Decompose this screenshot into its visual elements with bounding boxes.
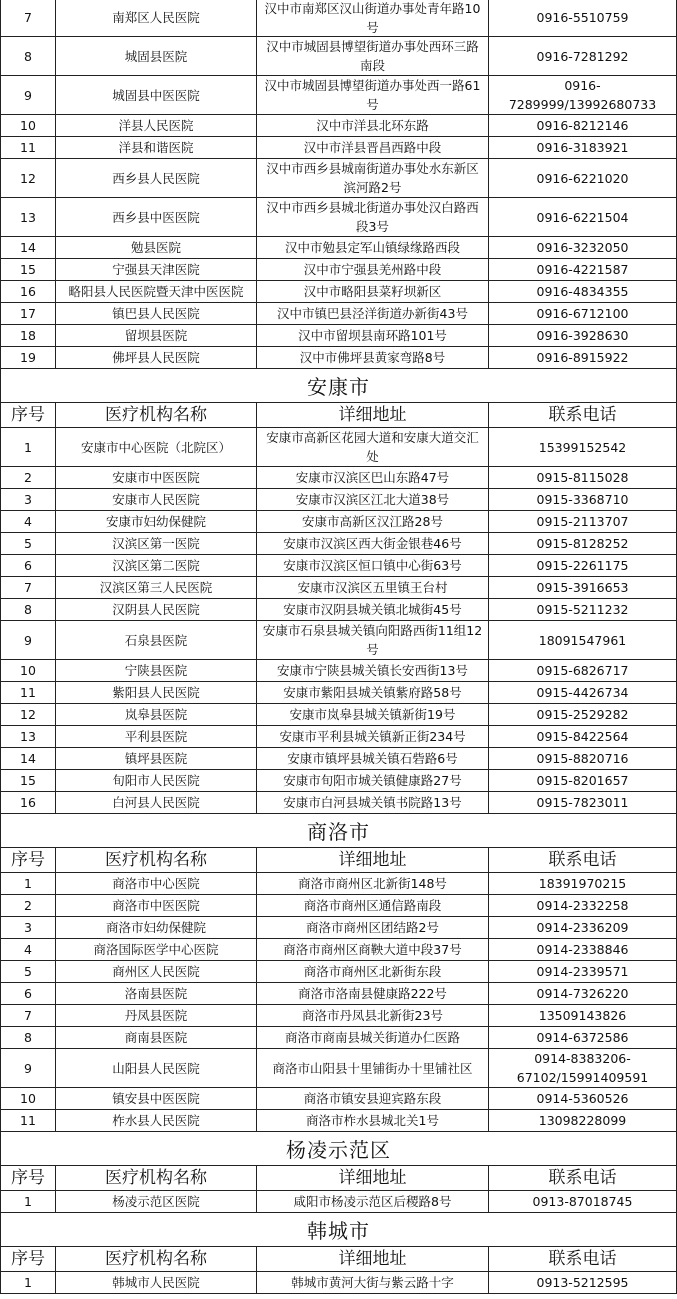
hospital-address: 安康市岚皋县城关镇新街19号 xyxy=(257,704,489,725)
hospital-phone: 0916-8212146 xyxy=(536,118,629,133)
table-row xyxy=(0,1110,677,1132)
row-number: 11 xyxy=(1,682,56,703)
row-number: 18 xyxy=(1,325,56,346)
column-header-row-number: 序号 xyxy=(1,1247,56,1271)
section-title: 安康市 xyxy=(307,375,370,399)
hospital-phone: 0916-7281292 xyxy=(536,48,629,64)
hospital-address: 商洛市商南县城关街道办仁医路 xyxy=(257,1027,489,1048)
column-header-hospital-phone: 联系电话 xyxy=(548,1248,617,1269)
hospital-address: 咸阳市杨凌示范区后稷路8号 xyxy=(257,1191,489,1212)
hospital-address: 安康市紫阳县城关镇紫府路58号 xyxy=(257,682,489,703)
column-header-hospital-address: 详细地址 xyxy=(257,848,489,872)
hospital-name: 安康市中医医院 xyxy=(56,467,257,488)
hospital-address: 汉中市西乡县城北街道办事处汉白路西段3号 xyxy=(257,198,489,236)
hospital-address: 安康市汉滨区江北大道38号 xyxy=(257,489,489,510)
column-header-hospital-phone: 联系电话 xyxy=(548,1167,617,1188)
hospital-phone: 0915-8422564 xyxy=(536,729,629,744)
table-header-row xyxy=(0,848,677,873)
row-number: 1 xyxy=(1,428,56,466)
row-number: 3 xyxy=(1,917,56,938)
hospital-address: 商洛市商州区商鞅大道中段37号 xyxy=(257,939,489,960)
table-row xyxy=(0,577,677,599)
row-number: 15 xyxy=(1,259,56,280)
hospital-address: 商洛市山阳县十里铺街办十里铺社区 xyxy=(257,1049,489,1087)
hospital-phone: 0914-2338846 xyxy=(536,942,629,957)
hospital-address: 安康市汉滨区五里镇王台村 xyxy=(257,577,489,598)
hospital-name: 安康市妇幼保健院 xyxy=(56,511,257,532)
column-header-row-number: 序号 xyxy=(1,1166,56,1190)
column-header-hospital-name: 医疗机构名称 xyxy=(56,848,257,872)
row-number: 19 xyxy=(1,347,56,368)
section-title-row xyxy=(0,1132,677,1166)
row-number: 9 xyxy=(1,1049,56,1087)
table-row xyxy=(0,792,677,814)
table-row xyxy=(0,1027,677,1049)
hospital-address: 汉中市佛坪县黄家弯路8号 xyxy=(257,347,489,368)
table-header-row xyxy=(0,1166,677,1191)
hospital-address: 安康市汉阴县城关镇北城街45号 xyxy=(257,599,489,620)
table-row xyxy=(0,281,677,303)
hospital-address: 安康市汉滨区恒口镇中心街63号 xyxy=(257,555,489,576)
hospital-phone: 0915-7823011 xyxy=(536,795,629,810)
hospital-name: 紫阳县人民医院 xyxy=(56,682,257,703)
hospital-address: 安康市白河县城关镇书院路13号 xyxy=(257,792,489,813)
row-number: 13 xyxy=(1,726,56,747)
hospital-address: 汉中市洋县北环东路 xyxy=(257,115,489,136)
hospital-address: 安康市平利县城关镇新正街234号 xyxy=(257,726,489,747)
hospital-address: 汉中市南郑区汉山街道办事处青年路10号 xyxy=(257,0,489,36)
hospital-name: 韩城市人民医院 xyxy=(56,1272,257,1293)
table-row xyxy=(0,303,677,325)
column-header-hospital-address: 详细地址 xyxy=(257,1166,489,1190)
row-number: 6 xyxy=(1,983,56,1004)
hospital-name: 西乡县中医医院 xyxy=(56,198,257,236)
hospital-name: 留坝县医院 xyxy=(56,325,257,346)
row-number: 7 xyxy=(1,577,56,598)
hospital-phone: 13098228099 xyxy=(538,1113,627,1128)
hospital-name: 山阳县人民医院 xyxy=(56,1049,257,1087)
hospital-phone: 0916-4221587 xyxy=(536,262,629,277)
hospital-name: 城固县中医医院 xyxy=(56,76,257,114)
hospital-address: 安康市汉滨区西大街金银巷46号 xyxy=(257,533,489,554)
hospital-address: 韩城市黄河大街与紫云路十字 xyxy=(257,1272,489,1293)
hospital-phone: 0916-6221020 xyxy=(536,170,629,186)
row-number: 2 xyxy=(1,467,56,488)
hospital-address: 安康市汉滨区巴山东路47号 xyxy=(257,467,489,488)
table-row xyxy=(0,726,677,748)
hospital-address: 商洛市柞水县城北关1号 xyxy=(257,1110,489,1131)
row-number: 12 xyxy=(1,159,56,197)
row-number: 5 xyxy=(1,961,56,982)
hospital-address: 汉中市略阳县菜籽坝新区 xyxy=(257,281,489,302)
table-row xyxy=(0,259,677,281)
hospital-phone: 0915-2261175 xyxy=(536,558,629,573)
table-row xyxy=(0,237,677,259)
row-number: 10 xyxy=(1,1088,56,1109)
table-row xyxy=(0,428,677,467)
hospital-phone: 18391970215 xyxy=(538,876,627,891)
column-header-hospital-name: 医疗机构名称 xyxy=(56,1247,257,1271)
hospital-name: 商洛市中心医院 xyxy=(56,873,257,894)
section-title: 商洛市 xyxy=(307,820,370,844)
row-number: 3 xyxy=(1,489,56,510)
row-number: 14 xyxy=(1,748,56,769)
section-title-row xyxy=(0,369,677,403)
table-row xyxy=(0,325,677,347)
table-row xyxy=(0,895,677,917)
hospital-phone: 0914-6372586 xyxy=(536,1030,629,1045)
hospital-name: 汉阴县人民医院 xyxy=(56,599,257,620)
hospital-name: 宁强县天津医院 xyxy=(56,259,257,280)
row-number: 15 xyxy=(1,770,56,791)
hospital-phone: 0915-4426734 xyxy=(536,685,629,700)
hospital-name: 汉滨区第一医院 xyxy=(56,533,257,554)
row-number: 10 xyxy=(1,115,56,136)
table-row xyxy=(0,37,677,76)
hospital-name: 南郑区人民医院 xyxy=(56,0,257,36)
hospital-name: 勉县医院 xyxy=(56,237,257,258)
hospital-name: 佛坪县人民医院 xyxy=(56,347,257,368)
hospital-address: 安康市镇坪县城关镇石砦路6号 xyxy=(257,748,489,769)
hospital-address: 商洛市商州区通信路南段 xyxy=(257,895,489,916)
hospital-name: 岚皋县医院 xyxy=(56,704,257,725)
hospital-phone: 0915-8128252 xyxy=(536,536,629,551)
table-row xyxy=(0,748,677,770)
hospital-phone: 0915-3368710 xyxy=(536,492,629,507)
row-number: 4 xyxy=(1,939,56,960)
row-number: 9 xyxy=(1,621,56,659)
table-row xyxy=(0,939,677,961)
row-number: 7 xyxy=(1,0,56,36)
hospital-name: 平利县医院 xyxy=(56,726,257,747)
hospital-name: 柞水县人民医院 xyxy=(56,1110,257,1131)
column-header-hospital-address: 详细地址 xyxy=(257,1247,489,1271)
hospital-phone: 0916-7289999/13992680733 xyxy=(508,78,657,112)
hospital-name: 西乡县人民医院 xyxy=(56,159,257,197)
hospital-name: 安康市中心医院（北院区） xyxy=(56,428,257,466)
hospital-address: 安康市旬阳市城关镇健康路27号 xyxy=(257,770,489,791)
hospital-address: 汉中市城固县博望街道办事处西环三路南段 xyxy=(257,37,489,75)
table-row xyxy=(0,660,677,682)
row-number: 13 xyxy=(1,198,56,236)
column-header-hospital-name: 医疗机构名称 xyxy=(56,403,257,427)
row-number: 9 xyxy=(1,76,56,114)
row-number: 7 xyxy=(1,1005,56,1026)
hospital-phone: 0913-87018745 xyxy=(532,1194,633,1209)
column-header-hospital-address: 详细地址 xyxy=(257,403,489,427)
hospital-name: 洋县人民医院 xyxy=(56,115,257,136)
hospital-phone: 0915-5211232 xyxy=(536,602,629,617)
table-row xyxy=(0,1191,677,1213)
row-number: 8 xyxy=(1,37,56,75)
column-header-row-number: 序号 xyxy=(1,403,56,427)
row-number: 10 xyxy=(1,660,56,681)
table-row xyxy=(0,682,677,704)
hospital-phone: 0916-6712100 xyxy=(536,306,629,321)
row-number: 6 xyxy=(1,555,56,576)
hospital-phone: 13509143826 xyxy=(538,1008,627,1023)
table-header-row xyxy=(0,1247,677,1272)
hospital-address: 商洛市洛南县健康路222号 xyxy=(257,983,489,1004)
table-row xyxy=(0,917,677,939)
hospital-name: 商南县医院 xyxy=(56,1027,257,1048)
hospital-name: 安康市人民医院 xyxy=(56,489,257,510)
hospital-name: 镇安县中医医院 xyxy=(56,1088,257,1109)
hospital-address: 商洛市丹凤县北新街23号 xyxy=(257,1005,489,1026)
table-row xyxy=(0,961,677,983)
table-row xyxy=(0,621,677,660)
hospital-name: 镇坪县医院 xyxy=(56,748,257,769)
row-number: 11 xyxy=(1,1110,56,1131)
table-row xyxy=(0,115,677,137)
table-row xyxy=(0,770,677,792)
hospital-phone: 0914-7326220 xyxy=(536,986,629,1001)
table-row xyxy=(0,1272,677,1294)
table-row xyxy=(0,0,677,37)
hospital-phone: 0915-3916653 xyxy=(536,580,629,595)
table-row xyxy=(0,599,677,621)
table-row xyxy=(0,76,677,115)
row-number: 14 xyxy=(1,237,56,258)
table-row xyxy=(0,137,677,159)
hospital-address: 汉中市西乡县城南街道办事处水东新区滨河路2号 xyxy=(257,159,489,197)
hospital-phone: 0916-6221504 xyxy=(536,209,629,225)
row-number: 1 xyxy=(1,1272,56,1293)
hospital-name: 镇巴县人民医院 xyxy=(56,303,257,324)
table-row xyxy=(0,533,677,555)
hospital-phone: 0916-3232050 xyxy=(536,240,629,255)
hospital-name: 汉滨区第三人民医院 xyxy=(56,577,257,598)
column-header-hospital-phone: 联系电话 xyxy=(548,849,617,870)
hospital-phone: 0914-5360526 xyxy=(536,1091,629,1106)
hospital-phone: 0915-6826717 xyxy=(536,663,629,678)
hospital-name: 城固县医院 xyxy=(56,37,257,75)
table-header-row xyxy=(0,403,677,428)
table-row xyxy=(0,347,677,369)
row-number: 12 xyxy=(1,704,56,725)
hospital-phone: 0915-8820716 xyxy=(536,751,629,766)
section-title: 韩城市 xyxy=(307,1219,370,1243)
row-number: 1 xyxy=(1,1191,56,1212)
table-row xyxy=(0,1005,677,1027)
hospital-address: 安康市宁陕县城关镇长安西街13号 xyxy=(257,660,489,681)
hospital-name: 略阳县人民医院暨天津中医医院 xyxy=(56,281,257,302)
hospital-name: 石泉县医院 xyxy=(56,621,257,659)
hospital-name: 商洛市中医医院 xyxy=(56,895,257,916)
table-row xyxy=(0,1088,677,1110)
hospital-phone: 0915-2113707 xyxy=(536,514,629,529)
hospital-phone: 0914-2336209 xyxy=(536,920,629,935)
hospital-address: 安康市石泉县城关镇向阳路西街11组12号 xyxy=(257,621,489,659)
hospital-phone: 0916-5510759 xyxy=(536,10,629,25)
table-row xyxy=(0,555,677,577)
hospital-name: 宁陕县医院 xyxy=(56,660,257,681)
row-number: 8 xyxy=(1,599,56,620)
hospital-phone: 0914-2332258 xyxy=(536,898,629,913)
table-row xyxy=(0,489,677,511)
hospital-name: 丹凤县医院 xyxy=(56,1005,257,1026)
table-row xyxy=(0,467,677,489)
row-number: 4 xyxy=(1,511,56,532)
hospital-phone: 0913-5212595 xyxy=(536,1275,629,1290)
hospital-address: 汉中市洋县晋昌西路中段 xyxy=(257,137,489,158)
hospital-phone: 0916-3928630 xyxy=(536,328,629,343)
hospital-phone: 15399152542 xyxy=(538,439,627,455)
hospital-address: 商洛市商州区北新街148号 xyxy=(257,873,489,894)
hospital-name: 杨凌示范区医院 xyxy=(56,1191,257,1212)
row-number: 2 xyxy=(1,895,56,916)
table-row xyxy=(0,704,677,726)
section-title: 杨凌示范区 xyxy=(286,1138,391,1162)
hospital-name: 汉滨区第二医院 xyxy=(56,555,257,576)
table-row xyxy=(0,198,677,237)
hospital-name: 洛南县医院 xyxy=(56,983,257,1004)
section-title-row xyxy=(0,814,677,848)
table-row xyxy=(0,1049,677,1088)
hospital-address: 商洛市镇安县迎宾路东段 xyxy=(257,1088,489,1109)
row-number: 5 xyxy=(1,533,56,554)
table-row xyxy=(0,983,677,1005)
hospital-address: 安康市高新区汉江路28号 xyxy=(257,511,489,532)
column-header-hospital-name: 医疗机构名称 xyxy=(56,1166,257,1190)
hospital-address: 商洛市商州区北新街东段 xyxy=(257,961,489,982)
row-number: 16 xyxy=(1,281,56,302)
hospital-phone: 0914-2339571 xyxy=(536,964,629,979)
hospital-name: 商洛国际医学中心医院 xyxy=(56,939,257,960)
column-header-hospital-phone: 联系电话 xyxy=(548,404,617,425)
hospital-phone: 0916-3183921 xyxy=(536,140,629,155)
hospital-address: 汉中市城固县博望街道办事处西一路61号 xyxy=(257,76,489,114)
hospital-phone: 0915-2529282 xyxy=(536,707,629,722)
row-number: 8 xyxy=(1,1027,56,1048)
hospital-phone: 0915-8201657 xyxy=(536,773,629,788)
hospital-name: 洋县和谐医院 xyxy=(56,137,257,158)
hospital-phone: 0915-8115028 xyxy=(536,470,629,485)
section-title-row xyxy=(0,1213,677,1247)
hospital-phone: 0916-8915922 xyxy=(536,350,629,365)
hospital-address: 汉中市留坝县南环路101号 xyxy=(257,325,489,346)
table-row xyxy=(0,159,677,198)
column-header-row-number: 序号 xyxy=(1,848,56,872)
row-number: 11 xyxy=(1,137,56,158)
hospital-phone: 0916-4834355 xyxy=(536,284,629,299)
hospital-phone: 18091547961 xyxy=(538,632,627,648)
hospital-name: 白河县人民医院 xyxy=(56,792,257,813)
table-row xyxy=(0,511,677,533)
hospital-address: 汉中市勉县定军山镇绿缘路西段 xyxy=(257,237,489,258)
hospital-address: 汉中市宁强县羌州路中段 xyxy=(257,259,489,280)
hospital-name: 旬阳市人民医院 xyxy=(56,770,257,791)
hospital-address: 商洛市商州区团结路2号 xyxy=(257,917,489,938)
table-row xyxy=(0,873,677,895)
hospital-phone: 0914-8383206-67102/15991409591 xyxy=(516,1051,649,1085)
hospital-name: 商州区人民医院 xyxy=(56,961,257,982)
hospital-address: 安康市高新区花园大道和安康大道交汇处 xyxy=(257,428,489,466)
hospital-address: 汉中市镇巴县泾洋街道办新街43号 xyxy=(257,303,489,324)
row-number: 17 xyxy=(1,303,56,324)
row-number: 16 xyxy=(1,792,56,813)
row-number: 1 xyxy=(1,873,56,894)
hospital-name: 商洛市妇幼保健院 xyxy=(56,917,257,938)
